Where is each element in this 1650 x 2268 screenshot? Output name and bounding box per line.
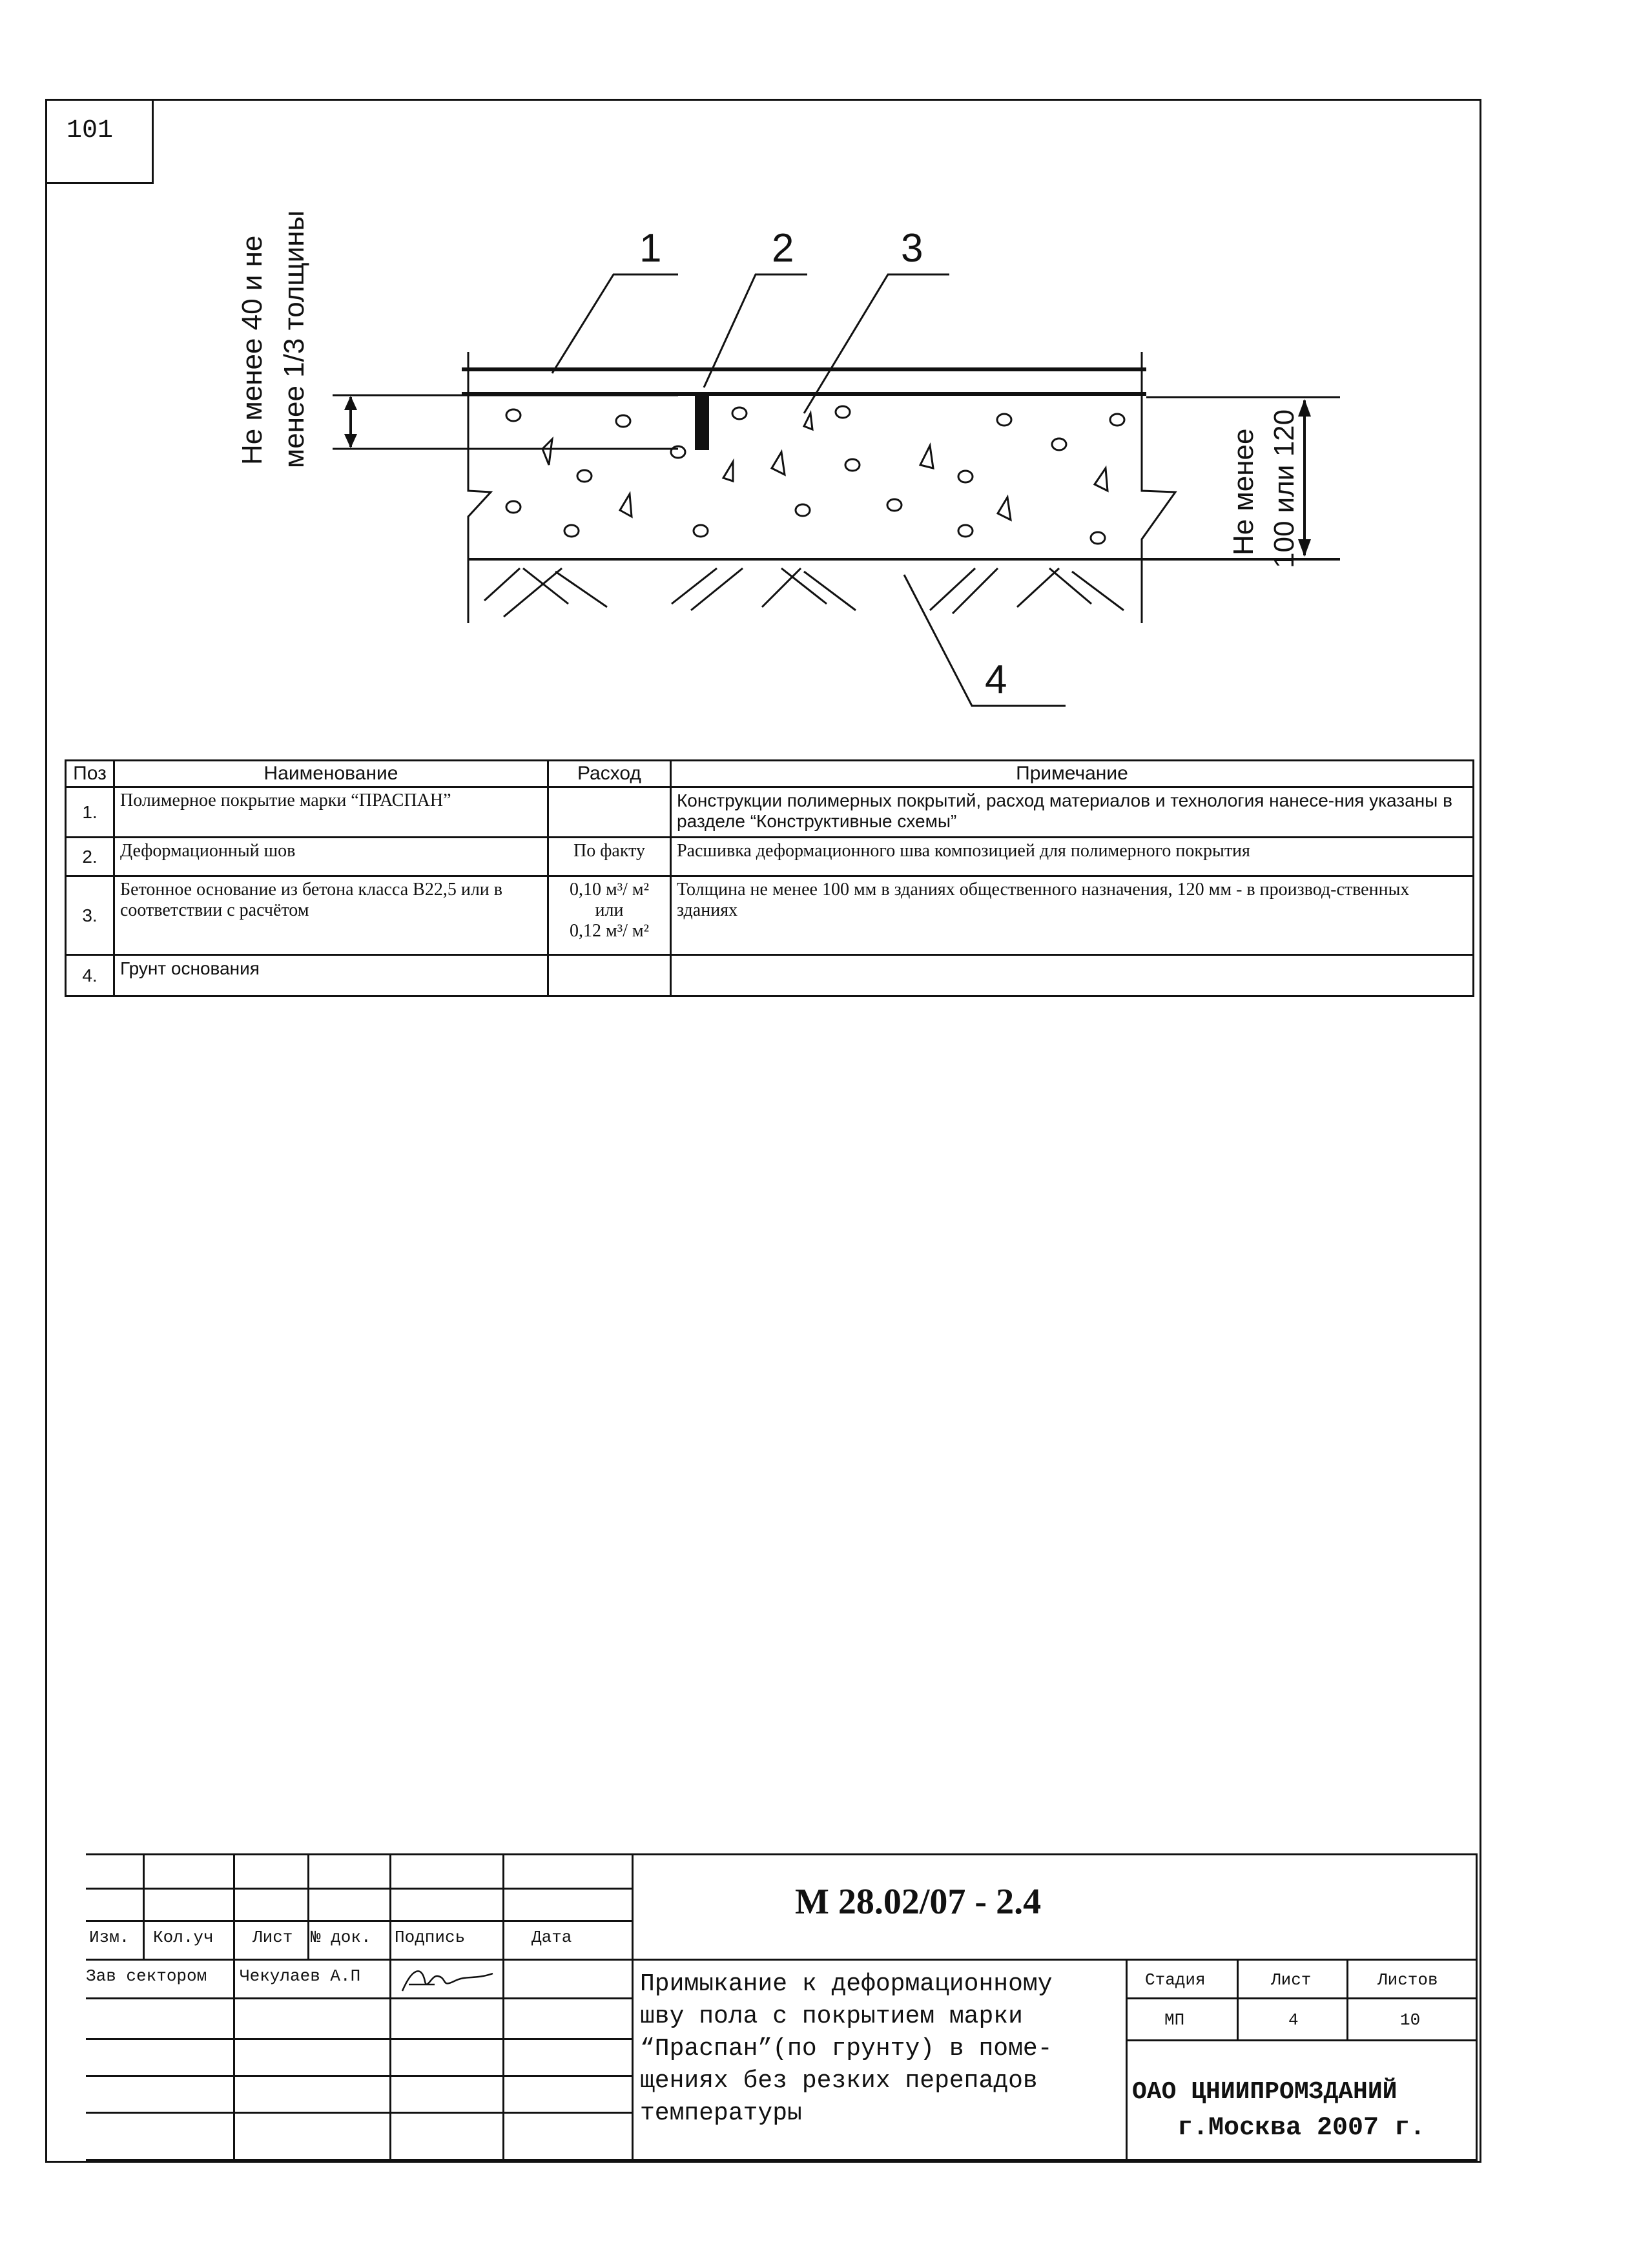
header-rate: Расход <box>548 761 671 787</box>
row-name: Грунт основания <box>114 955 548 996</box>
row-pos: 3. <box>66 876 114 955</box>
sheets-label: Листов <box>1377 1970 1438 1990</box>
rate-line: 0,10 м³/ м² <box>569 880 649 900</box>
row-note <box>671 955 1474 996</box>
row-pos: 1. <box>66 787 114 838</box>
col-header-izm: Изм. <box>89 1928 130 1947</box>
person-name: Чекулаев А.П <box>240 1966 361 1986</box>
row-note: Расшивка деформационного шва композицией для полимерного покрытия <box>671 838 1474 876</box>
row-note: Толщина не менее 100 мм в зданиях общественного назначения, 120 мм - в производ-ственных зданиях <box>671 876 1474 955</box>
role-label: Зав сектором <box>86 1966 207 1986</box>
cross-section-drawing <box>0 0 1650 743</box>
page-number: 101 <box>67 116 114 145</box>
row-name: Деформационный шов <box>114 838 548 876</box>
row-pos: 2. <box>66 838 114 876</box>
spec-table <box>65 759 1474 997</box>
table-row <box>66 838 1474 876</box>
title-line: шву пола с покрытием марки <box>640 2003 1023 2030</box>
row-note: Конструкции полимерных покрытий, расход материалов и технология нанесе-ния указаны в разделе “Конструктивные схемы” <box>671 787 1474 838</box>
dim-left-line2: менее 1/3 толщины <box>278 210 310 468</box>
stage-label: Стадия <box>1145 1970 1206 1990</box>
header-note: Примечание <box>671 761 1474 787</box>
rate-line: 0,12 м³/ м² <box>569 921 649 942</box>
callout-3: 3 <box>901 226 923 271</box>
header-pos: Поз <box>66 761 114 787</box>
row-pos: 4. <box>66 955 114 996</box>
row-rate <box>548 787 671 838</box>
header-name: Наименование <box>114 761 548 787</box>
dim-left-line1: Не менее 40 и не <box>236 235 268 465</box>
row-name: Бетонное основание из бетона класса В22,5 или в соответствии с расчётом <box>114 876 548 955</box>
org-city-year: г.Москва 2007 г. <box>1177 2114 1426 2143</box>
table-row <box>66 787 1474 838</box>
sheet-label: Лист <box>1271 1970 1312 1990</box>
col-header-date: Дата <box>531 1928 572 1947</box>
title-line: “Праспан”(по грунту) в поме- <box>640 2035 1053 2063</box>
row-name: Полимерное покрытие марки “ПРАСПАН” <box>114 787 548 838</box>
table-row <box>66 876 1474 955</box>
stage-value: МП <box>1164 2010 1185 2030</box>
rate-line: или <box>595 900 624 921</box>
title-line: температуры <box>640 2099 802 2127</box>
table-header-row <box>66 761 1474 787</box>
row-rate <box>548 876 671 955</box>
col-header-kol: Кол.уч <box>153 1928 214 1947</box>
org-name: ОАО ЦНИИПРОМЗДАНИЙ <box>1132 2078 1397 2106</box>
table-row <box>66 955 1474 996</box>
doc-code: М 28.02/07 - 2.4 <box>795 1882 1042 1922</box>
col-header-list: Лист <box>253 1928 293 1947</box>
sheet-value: 4 <box>1288 2010 1299 2030</box>
col-header-doc: № док. <box>311 1928 371 1947</box>
drawing-title <box>640 1968 1053 2130</box>
title-line: щениях без резких перепадов <box>640 2067 1038 2095</box>
sheets-value: 10 <box>1400 2010 1421 2030</box>
dim-right-line1: Не менее <box>1228 428 1259 555</box>
dim-right-line2: 100 или 120 <box>1268 409 1300 568</box>
row-rate <box>548 955 671 996</box>
signature <box>396 1962 499 1997</box>
callout-2: 2 <box>772 226 794 271</box>
row-rate: По факту <box>548 838 671 876</box>
title-line: Примыкание к деформационному <box>640 1970 1053 1998</box>
callout-1: 1 <box>639 226 662 271</box>
col-header-sign: Подпись <box>395 1928 466 1947</box>
title-block <box>86 1853 1478 2161</box>
callout-4: 4 <box>985 657 1007 702</box>
